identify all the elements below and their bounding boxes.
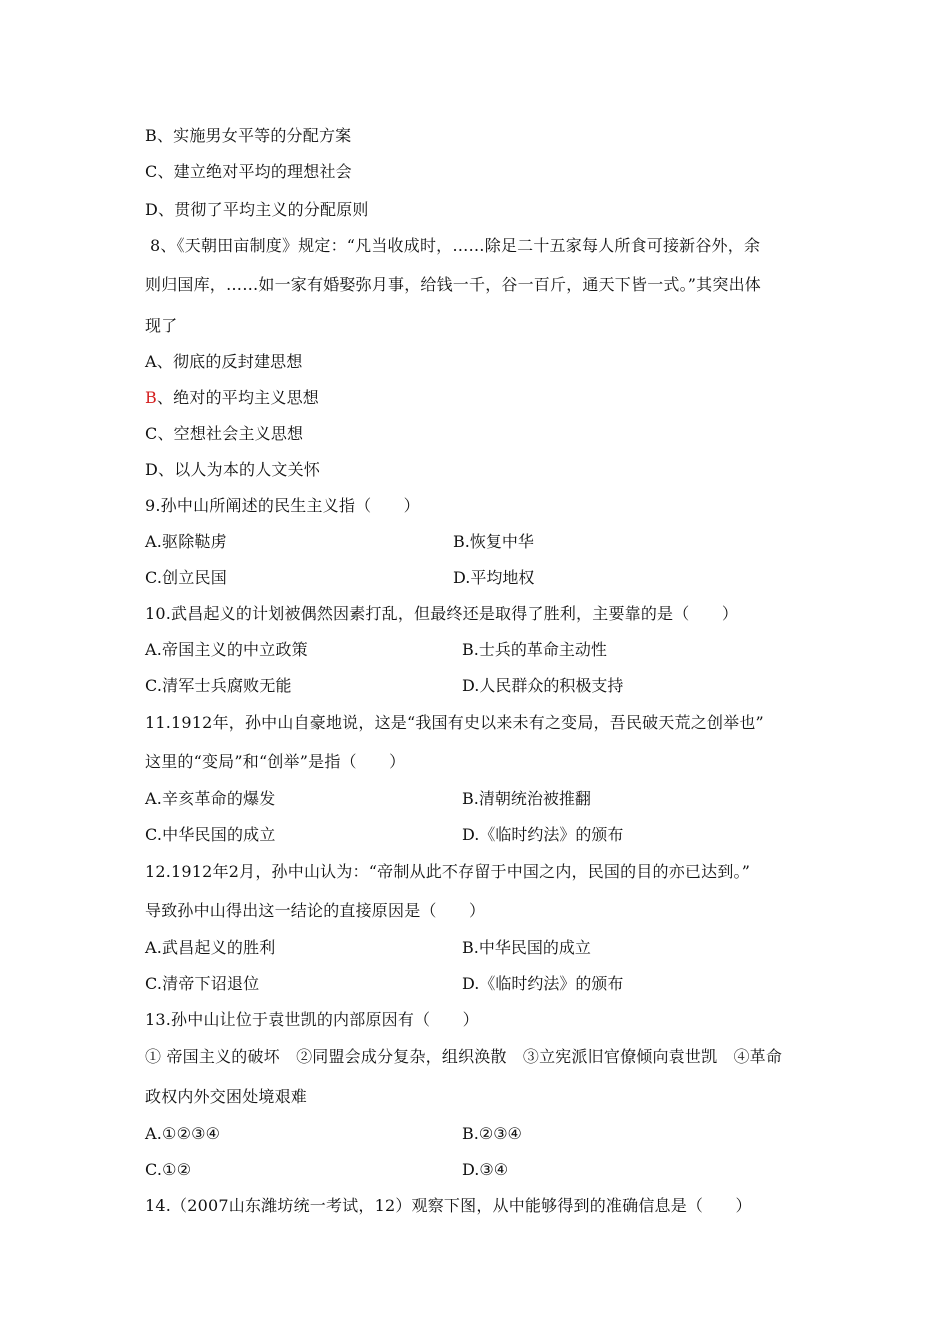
q9-option-d: D.平均地权	[453, 568, 535, 587]
q8-stem-line1: 8、《天朝田亩制度》规定：“凡当收成时，……除足二十五家每人所食可接新谷外，余	[150, 236, 761, 255]
q10-stem: 10.武昌起义的计划被偶然因素打乱，但最终还是取得了胜利，主要靠的是（ ）	[145, 604, 739, 623]
q13-option-c: C.①②	[145, 1160, 192, 1179]
q12-option-d: D.《临时约法》的颁布	[462, 974, 624, 993]
q14-stem: 14.（2007山东潍坊统一考试，12）观察下图，从中能够得到的准确信息是（ ）	[145, 1196, 752, 1215]
q11-option-a: A.辛亥革命的爆发	[145, 789, 276, 808]
q13-items-line1: ① 帝国主义的破坏 ②同盟会成分复杂，组织涣散 ③立宪派旧官僚倾向袁世凯 ④革命	[145, 1047, 783, 1066]
q11-stem-line1: 11.1912年，孙中山自豪地说，这是“我国有史以来未有之变局，吾民破天荒之创举也”	[145, 713, 764, 732]
q13-stem: 13.孙中山让位于袁世凯的内部原因有（ ）	[145, 1010, 479, 1029]
q13-option-a: A.①②③④	[145, 1124, 221, 1143]
q13-option-b: B.②③④	[462, 1124, 522, 1143]
q11-stem-line2: 这里的“变局”和“创举”是指（ ）	[145, 752, 406, 771]
q11-option-b: B.清朝统治被推翻	[462, 789, 591, 808]
q9-option-c: C.创立民国	[145, 568, 227, 587]
q11-option-c: C.中华民国的成立	[145, 825, 276, 844]
q8-option-a: A、彻底的反封建思想	[145, 352, 303, 371]
q10-option-d: D.人民群众的积极支持	[462, 676, 624, 695]
q8-option-d: D、以人为本的人文关怀	[145, 460, 321, 479]
q9-stem: 9.孙中山所阐述的民生主义指（ ）	[145, 496, 420, 515]
q11-option-d: D.《临时约法》的颁布	[462, 825, 624, 844]
q7-option-c: C、建立绝对平均的理想社会	[145, 162, 352, 181]
q12-option-a: A.武昌起义的胜利	[145, 938, 276, 957]
q10-option-c: C.清军士兵腐败无能	[145, 676, 292, 695]
q8-stem-line2: 则归国库，……如一家有婚娶弥月事，给钱一千，谷一百斤，通天下皆一式。”其突出体	[145, 275, 761, 294]
q8-stem-line3: 现了	[145, 316, 178, 335]
q12-option-c: C.清帝下诏退位	[145, 974, 260, 993]
q13-option-d: D.③④	[462, 1160, 509, 1179]
q10-option-b: B.士兵的革命主动性	[462, 640, 607, 659]
q9-option-b: B.恢复中华	[453, 532, 534, 551]
q8-option-b-text: 、绝对的平均主义思想	[156, 388, 319, 407]
q12-stem-line2: 导致孙中山得出这一结论的直接原因是（ ）	[145, 901, 486, 920]
q9-option-a: A.驱除鞑虏	[145, 532, 227, 551]
q8-option-b-letter: B	[145, 388, 157, 407]
q7-option-b: B、实施男女平等的分配方案	[145, 126, 352, 145]
q13-items-line2: 政权内外交困处境艰难	[145, 1087, 308, 1106]
q8-option-b	[145, 388, 319, 408]
q7-option-d: D、贯彻了平均主义的分配原则	[145, 200, 369, 219]
q10-option-a: A.帝国主义的中立政策	[145, 640, 308, 659]
q12-stem-line1: 12.1912年2月，孙中山认为：“帝制从此不存留于中国之内，民国的目的亦已达到。”	[145, 862, 751, 881]
q12-option-b: B.中华民国的成立	[462, 938, 591, 957]
q8-option-c: C、空想社会主义思想	[145, 424, 304, 443]
